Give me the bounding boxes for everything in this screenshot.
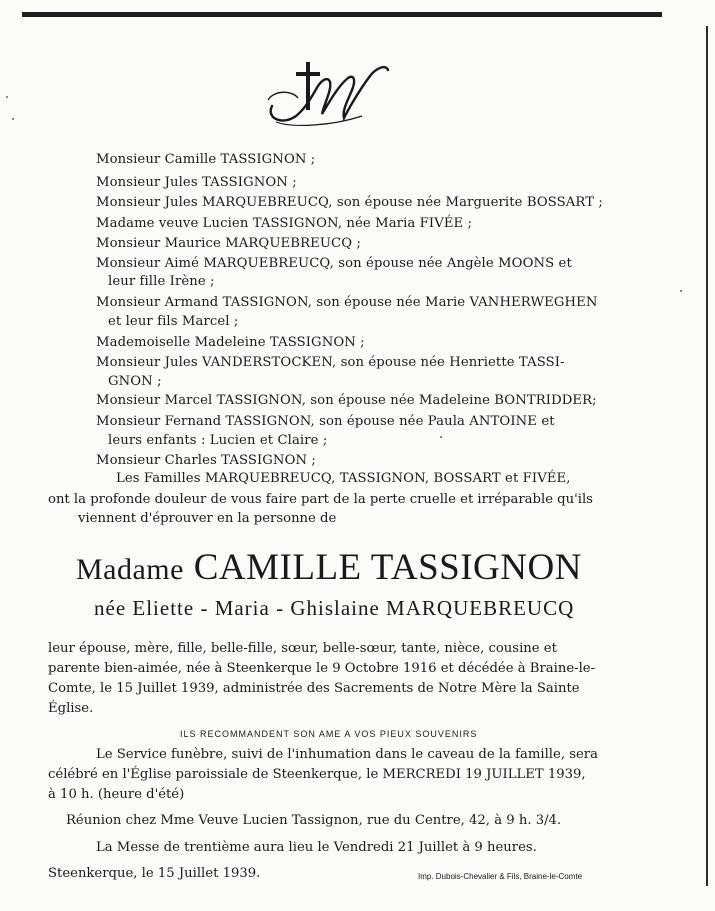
reunion-line: Réunion chez Mme Veuve Lucien Tassignon, rue du Centre, 42, à 9 h. 3/4. xyxy=(66,813,562,828)
family-line: Monsieur Marcel TASSIGNON, son épouse née Madeleine BONTRIDDER; xyxy=(96,393,597,408)
family-line: Mademoiselle Madeleine TASSIGNON ; xyxy=(96,335,365,350)
top-border-rule xyxy=(22,12,662,17)
details-line: Comte, le 15 Juillet 1939, administrée des Sacrements de Notre Mère la Sainte xyxy=(48,681,580,696)
details-line: parente bien-aimée, née à Steenkerque le 9 Octobre 1916 et décédée à Braine-le- xyxy=(48,661,596,676)
family-line-continued: GNON ; xyxy=(108,374,162,389)
family-line: Monsieur Aimé MARQUEBREUCQ, son épouse née Angèle MOONS et xyxy=(96,256,572,271)
service-line: célébré en l'Église paroissiale de Steenkerque, le MERCREDI 19 JUILLET 1939, xyxy=(48,767,586,782)
family-line: Monsieur Jules MARQUEBREUCQ, son épouse née Marguerite BOSSART ; xyxy=(96,195,603,210)
cross-monogram-icon xyxy=(262,56,394,130)
details-line: Église. xyxy=(48,701,94,716)
service-line: Le Service funèbre, suivi de l'inhumation dans le caveau de la famille, sera xyxy=(96,747,598,762)
mass-line: La Messe de trentième aura lieu le Vendredi 21 Juillet à 9 heures. xyxy=(96,840,537,855)
deceased-title: Madame xyxy=(76,553,184,586)
family-line: Monsieur Charles TASSIGNON ; xyxy=(96,453,316,468)
announcement-line: ont la profonde douleur de vous faire part de la perte cruelle et irréparable qu'ils xyxy=(48,492,593,507)
deceased-birth-name: née Eliette - Maria - Ghislaine MARQUEBREUCQ xyxy=(94,596,575,620)
printer-imprint: Imp. Dubois-Chevalier & Fils, Braine-le-Comte xyxy=(418,872,583,881)
service-line: à 10 h. (heure d'été) xyxy=(48,787,185,802)
deceased-full-name: CAMILLE TASSIGNON xyxy=(193,547,582,588)
family-line: Monsieur Maurice MARQUEBREUCQ ; xyxy=(96,236,361,251)
announcement-line: viennent d'éprouver en la personne de xyxy=(78,511,337,526)
family-line: Monsieur Camille TASSIGNON ; xyxy=(96,152,316,167)
family-line: Madame veuve Lucien TASSIGNON, née Maria FIVÉE ; xyxy=(96,216,473,231)
scan-speck xyxy=(12,118,14,120)
family-line: Les Familles MARQUEBREUCQ, TASSIGNON, BOSSART et FIVÉE, xyxy=(116,471,571,486)
family-line-continued: leurs enfants : Lucien et Claire ; xyxy=(108,433,328,448)
deceased-name xyxy=(76,548,676,590)
scan-speck xyxy=(6,96,8,98)
recommendation-line: ILS RECOMMANDENT SON AME A VOS PIEUX SOUVENIRS xyxy=(180,729,478,739)
scan-speck xyxy=(680,290,682,292)
place-date: Steenkerque, le 15 Juillet 1939. xyxy=(48,866,261,881)
family-line: Monsieur Jules TASSIGNON ; xyxy=(96,175,297,190)
family-line-continued: et leur fils Marcel ; xyxy=(108,314,239,329)
details-line: leur épouse, mère, fille, belle-fille, sœur, belle-sœur, tante, nièce, cousine et xyxy=(48,641,557,656)
scan-speck xyxy=(440,436,442,438)
right-border-rule xyxy=(706,26,708,886)
family-line-continued: leur fille Irène ; xyxy=(108,274,215,289)
family-line: Monsieur Jules VANDERSTOCKEN, son épouse née Henriette TASSI- xyxy=(96,355,565,370)
family-line: Monsieur Armand TASSIGNON, son épouse née Marie VANHERWEGHEN xyxy=(96,295,598,310)
family-line: Monsieur Fernand TASSIGNON, son épouse née Paula ANTOINE et xyxy=(96,414,555,429)
